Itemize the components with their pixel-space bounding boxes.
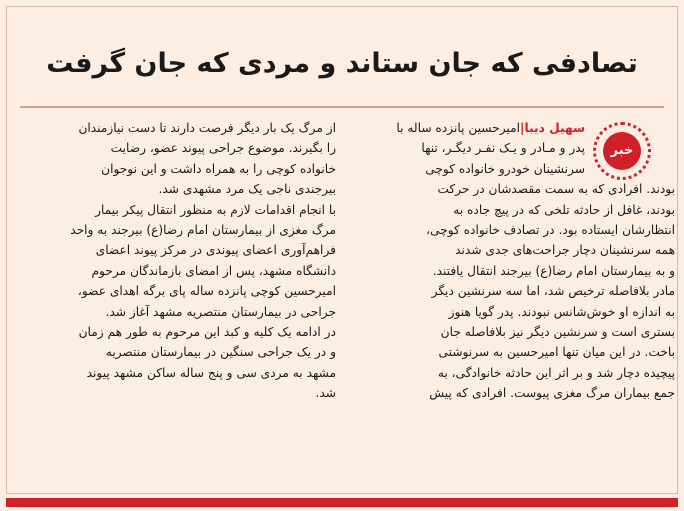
left-line-8: امیرحسین کوچی پانزده ساله پای برگه اهدای عضو، [77,284,336,299]
right-line-8: مادر بلافاصله ترخیص شد، اما سه سرنشین دیگر [431,284,675,299]
right-line-7: و به بیمارستان امام رضا(ع) بیرجند انتقال یافتند. [432,263,675,278]
left-line-12: مشهد به مردی سی و پنج ساله ساکن مشهد پیوند [86,365,336,380]
left-line-4: با انجام اقدامات لازم به منظور انتقال پیکر بیمار [95,202,336,217]
left-line-3: بیرجندی ناجی یک مرد مشهدی شد. [158,182,336,197]
right-line-10: بستری است و سرنشین دیگر نیز بلافاصله جان [440,325,675,340]
left-line-6: فراهم‌آوری اعضای پیوندی در مرکز پیوند اعضای [95,243,336,258]
news-badge-label: خبر [603,132,641,170]
bottom-accent-bar [6,498,678,507]
byline: سهیل دیبا| [520,121,585,135]
right-line-12: پیچیده دچار شد و بر اثر این حادثه خانوادگی، به [437,365,675,380]
left-line-5: مرگ مغزی از بیمارستان امام رضا(ع) بیرجند به واحد [70,223,336,238]
right-line-4: بودند، غافل از حادثه تلخی که در پیچ جاده به [453,202,675,217]
headline: تصادفی که جان ستاند و مردی که جان گرفت [46,48,638,79]
right-line-9: به اندازه او خوش‌شانس نبودند. پدر گویا هنوز [448,304,675,319]
right-column [345,118,675,404]
right-line-0 [345,118,585,138]
right-line-5: انتظارشان ایستاده بود. در تصادف خانواده کوچی، [426,223,675,238]
right-line-0-text: امیرحسین پانزده ساله با [396,121,521,135]
left-line-2: خانواده کوچی را به همراه داشت و این نوجوان [101,161,336,176]
right-line-3: بودند. افرادی که به سمت مقصدشان در حرکت [437,182,675,197]
headline-divider [20,106,664,108]
right-line-11: باخت. در این میان تنها امیرحسین به سرنوشتی [438,345,675,360]
left-line-1: را بگیرند. موضوع جراحی پیوند عضو، رضایت [110,141,336,156]
right-line-13: جمع بیماران مرگ مغزی پیوست. افرادی که پیش [429,386,675,401]
left-line-9: جراحی در بیمارستان منتصریه مشهد آغاز شد. [105,304,336,319]
left-line-7: دانشگاه مشهد، پس از امضای بازماندگان مرحوم [91,263,336,278]
left-line-0: از مرگ یک بار دیگر فرصت دارند تا دست نیازمندان [78,121,336,135]
left-line-10: در ادامه یک کلیه و کبد این مرحوم به طور هم زمان [78,325,336,340]
right-line-1: پدر و مـادر و یـک نفـر دیگـر، تنها [421,141,585,156]
left-column [6,118,336,404]
right-line-2: سرنشینان خودرو خانواده کوچی [425,161,585,176]
left-line-13: شد. [315,386,336,401]
left-line-11: و در یک جراحی سنگین در بیمارستان منتصریه [105,345,336,360]
right-line-6: همه سرنشینان دچار جراحت‌های جدی شدند [455,243,675,258]
